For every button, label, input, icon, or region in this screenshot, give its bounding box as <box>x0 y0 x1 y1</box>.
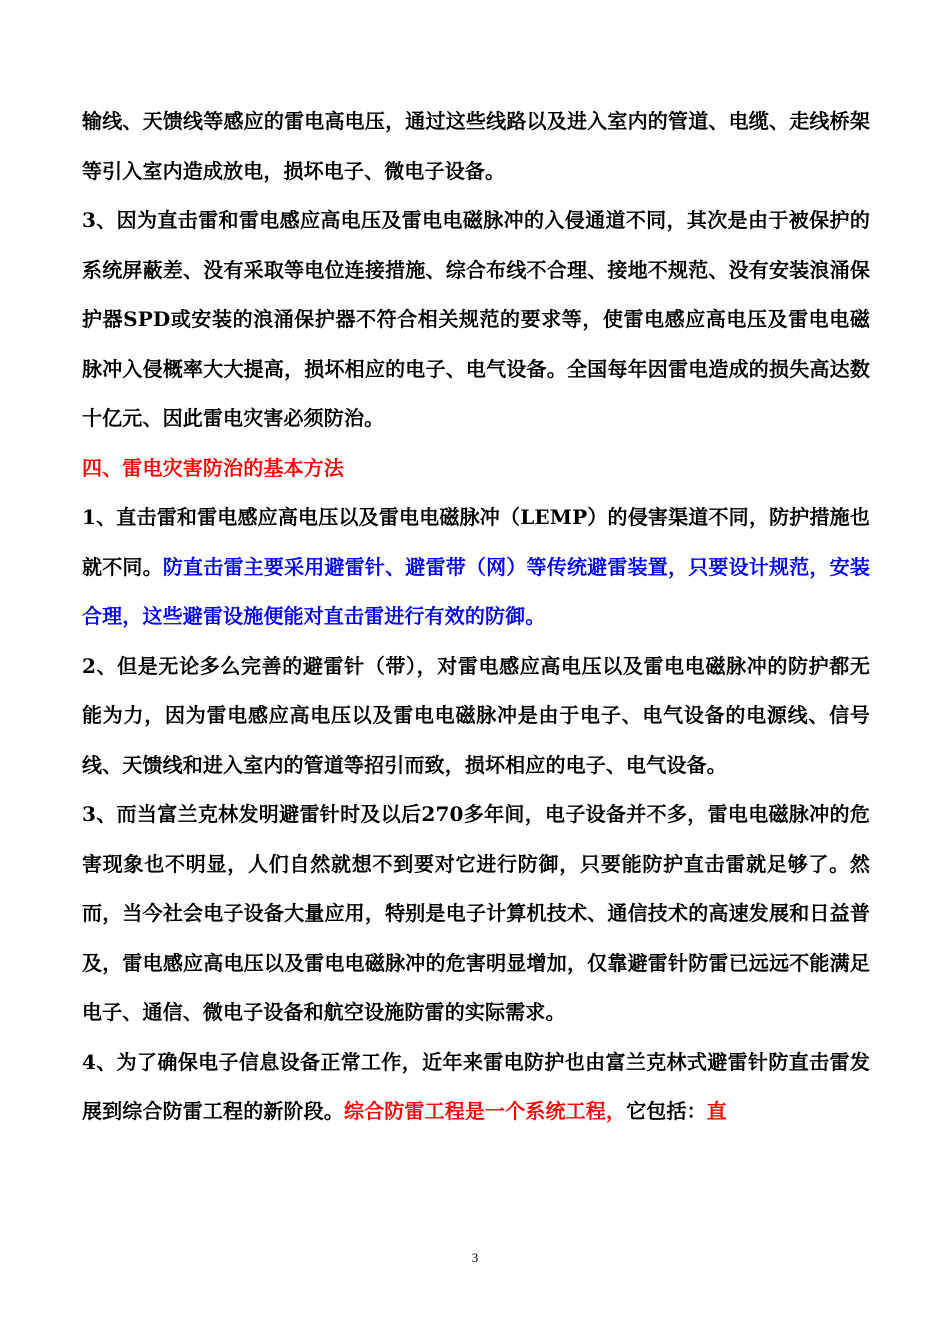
section-heading: 四、雷电灾害防治的基本方法 <box>82 455 344 480</box>
paragraph-method-2: 2、但是无论多么完善的避雷针（带），对雷电感应高电压以及雷电电磁脉冲的防护都无能为力，因为雷电感应高电压以及雷电电磁脉冲是由于电子、电气设备的电源线、信号线、天馈线和进入室内的管道等招引而致，损坏相应的电子、电气设备。 <box>82 653 870 777</box>
method-4-text-2: 它包括： <box>626 1099 707 1123</box>
method-4-text: 4、为了确保电子信息设备正常工作，近年来雷电防护也由富兰克林式避雷针防直击雷发展到综合防雷工程的新阶段。 <box>82 1049 870 1123</box>
page-number: 3 <box>471 1250 479 1265</box>
method-4-highlight-2: 直 <box>706 1099 727 1123</box>
method-1-text: 1、直击雷和雷电感应高电压以及雷电电磁脉冲（LEMP）的侵害渠道不同，防护措施也就不同。 <box>82 505 870 579</box>
document-body <box>82 97 870 1137</box>
paragraph-method-1 <box>82 493 870 642</box>
paragraph-method-4 <box>82 1038 870 1137</box>
paragraph-method-3: 3、而当富兰克林发明避雷针时及以后270多年间，电子设备并不多，雷电电磁脉冲的危害现象也不明显，人们自然就想不到要对它进行防御，只要能防护直击雷就足够了。然而，当今社会电子设备大量应用，特别是电子计算机技术、通信技术的高速发展和日益普及，雷电感应高电压以及雷电电磁脉冲的危害明显增加，仅靠避雷针防雷已远远不能满足电子、通信、微电子设备和航空设施防雷的实际需求。 <box>82 802 870 1024</box>
paragraph-continuation: 输线、天馈线等感应的雷电高电压，通过这些线路以及进入室内的管道、电缆、走线桥架等引入室内造成放电，损坏电子、微电子设备。 <box>82 109 870 183</box>
method-1-highlight: 防直击雷主要采用避雷针、避雷带（网）等传统避雷装置，只要设计规范，安装合理，这些避雷设施便能对直击雷进行有效的防御。 <box>82 554 870 628</box>
method-4-highlight: 综合防雷工程是一个系统工程， <box>343 1099 627 1123</box>
paragraph-item-3: 3、因为直击雷和雷电感应高电压及雷电电磁脉冲的入侵通道不同，其次是由于被保护的系统屏蔽差、没有采取等电位连接措施、综合布线不合理、接地不规范、没有安装浪涌保护器SPD或安装的浪涌保护器不符合相关规范的要求等，使雷电感应高电压及雷电电磁脉冲入侵概率大大提高，损坏相应的电子、电气设备。全国每年因雷电造成的损失高达数十亿元、因此雷电灾害必须防治。 <box>82 208 870 430</box>
